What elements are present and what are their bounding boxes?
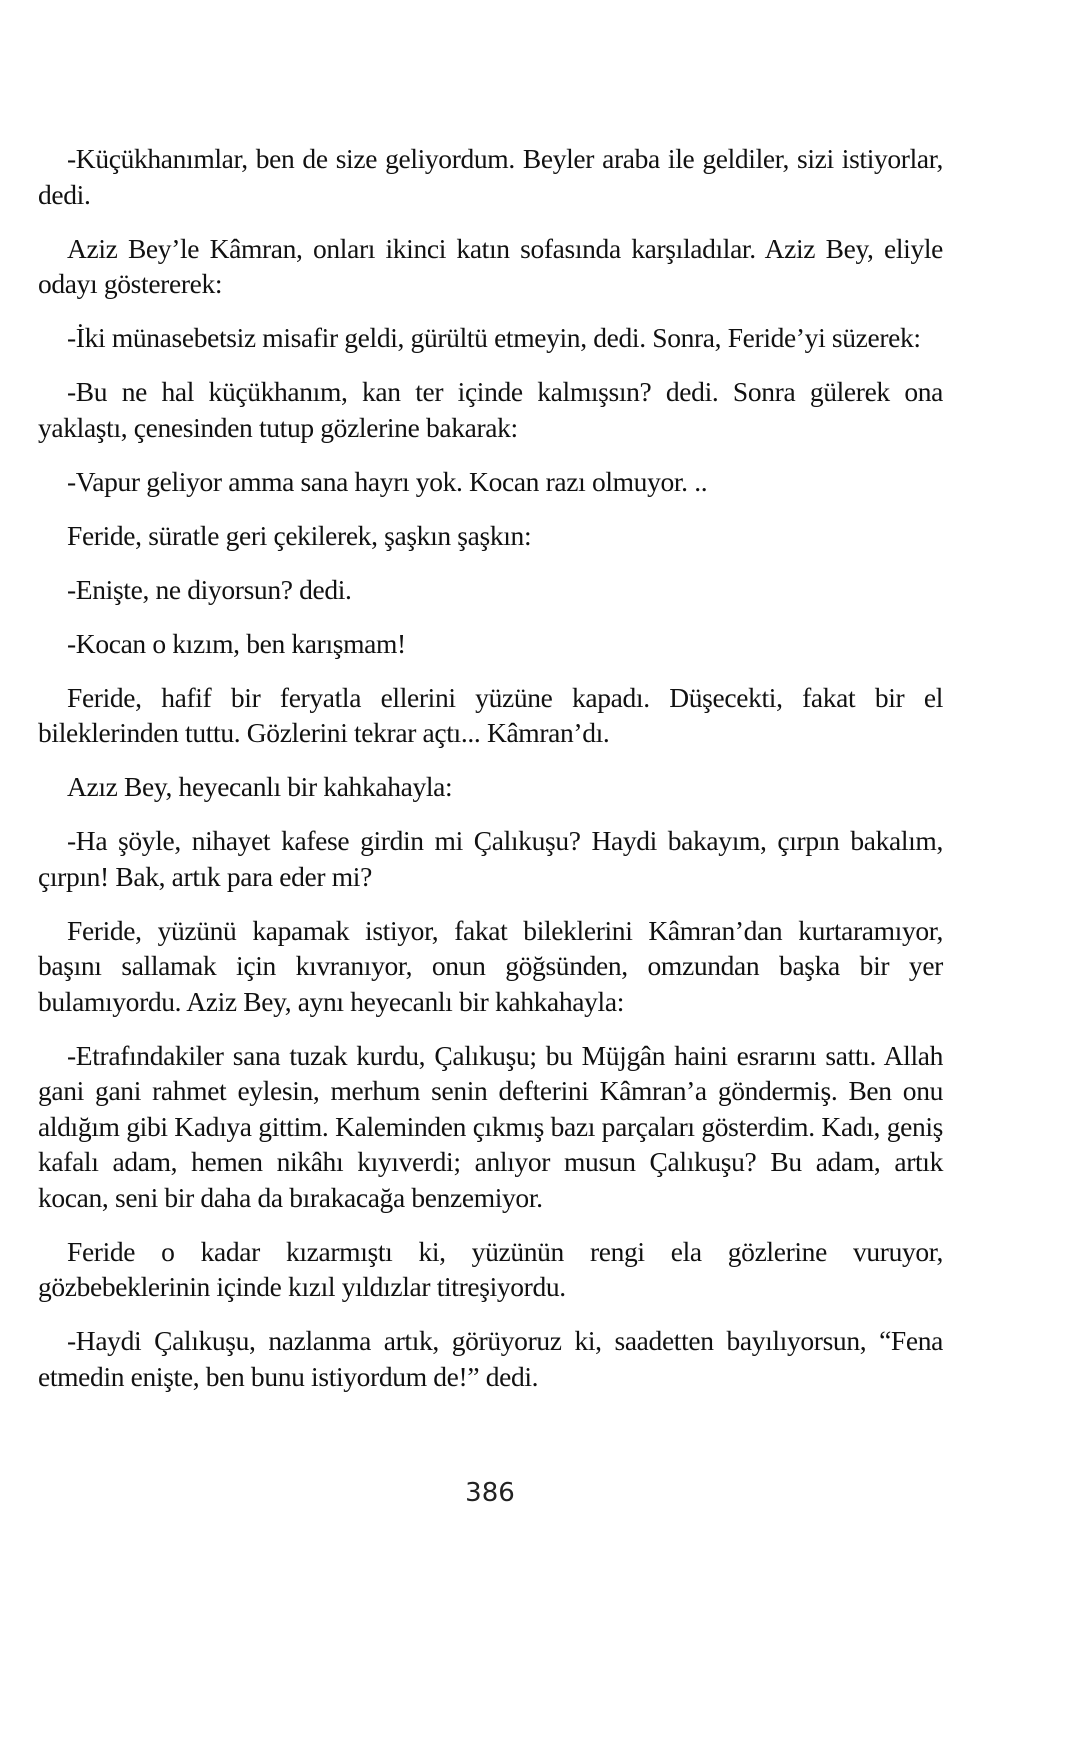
paragraph: Feride, süratle geri çekilerek, şaşkın şaşkın: (67, 519, 532, 551)
paragraph: -Haydi Çalıkuşu, nazlanma artık, görüyoruz ki, saadetten bayılıyorsun, “Fena etmedin enişte, ben bunu istiyordum de!” dedi. (38, 1325, 943, 1392)
paragraph: -Etrafındakiler sana tuzak kurdu, Çalıkuşu; bu Müjgân haini esrarını sattı. Allah gani gani rahmet eylesin, merhum senin defterini Kâmran’a göndermiş. Ben onu aldığım gibi Kadıya gittim. Kaleminden çıkmış bazı parçaları gösterdim. Kadı, geniş kafalı adam, hemen nikâhı kıyıverdi; anlıyor musun Çalıkuşu? Bu adam, artık kocan, seni bir daha da bırakacağa benzemiyor. (38, 1039, 943, 1213)
page-body (38, 141, 943, 1413)
paragraph: -Ha şöyle, nihayet kafese girdin mi Çalıkuşu? Haydi bakayım, çırpın bakalım, çırpın! Bak, artık para eder mi? (38, 825, 943, 892)
paragraph: -İki münasebetsiz misafir geldi, gürültü etmeyin, dedi. Sonra, Feride’yi süzerek: (67, 322, 921, 353)
paragraph: -Enişte, ne diyorsun? dedi. (67, 573, 352, 605)
paragraph: Feride o kadar kızarmıştı ki, yüzünün rengi ela gözlerine vuruyor, gözbebeklerinin içinde kızıl yıldızlar titreşiyordu. (38, 1235, 943, 1302)
paragraph: Azız Bey, heyecanlı bir kahkahayla: (67, 771, 453, 802)
paragraph: Feride, hafif bir feryatla ellerini yüzüne kapadı. Düşecekti, fakat bir el bileklerinden tuttu. Gözlerini tekrar açtı... Kâmran’dı. (38, 681, 943, 748)
paragraph: -Kocan o kızım, ben karışmam! (67, 627, 406, 659)
page-number: 386 (465, 1478, 515, 1508)
paragraph: Feride, yüzünü kapamak istiyor, fakat bileklerini Kâmran’dan kurtaramıyor, başını sallamak için kıvranıyor, onun göğsünden, omzundan başka bir yer bulamıyordu. Aziz Bey, aynı heyecanlı bir kahkahayla: (38, 914, 943, 1017)
paragraph: -Küçükhanımlar, ben de size geliyordum. Beyler araba ile geldiler, sizi istiyorlar, dedi. (38, 143, 943, 210)
paragraph: -Vapur geliyor amma sana hayrı yok. Kocan razı olmuyor. .. (67, 465, 708, 497)
paragraph: -Bu ne hal küçükhanım, kan ter içinde kalmışsın? dedi. Sonra gülerek ona yaklaştı, çenesinden tutup gözlerine bakarak: (38, 376, 943, 443)
paragraph: Aziz Bey’le Kâmran, onları ikinci katın sofasında karşıladılar. Aziz Bey, eliyle odayı göstererek: (38, 232, 943, 299)
